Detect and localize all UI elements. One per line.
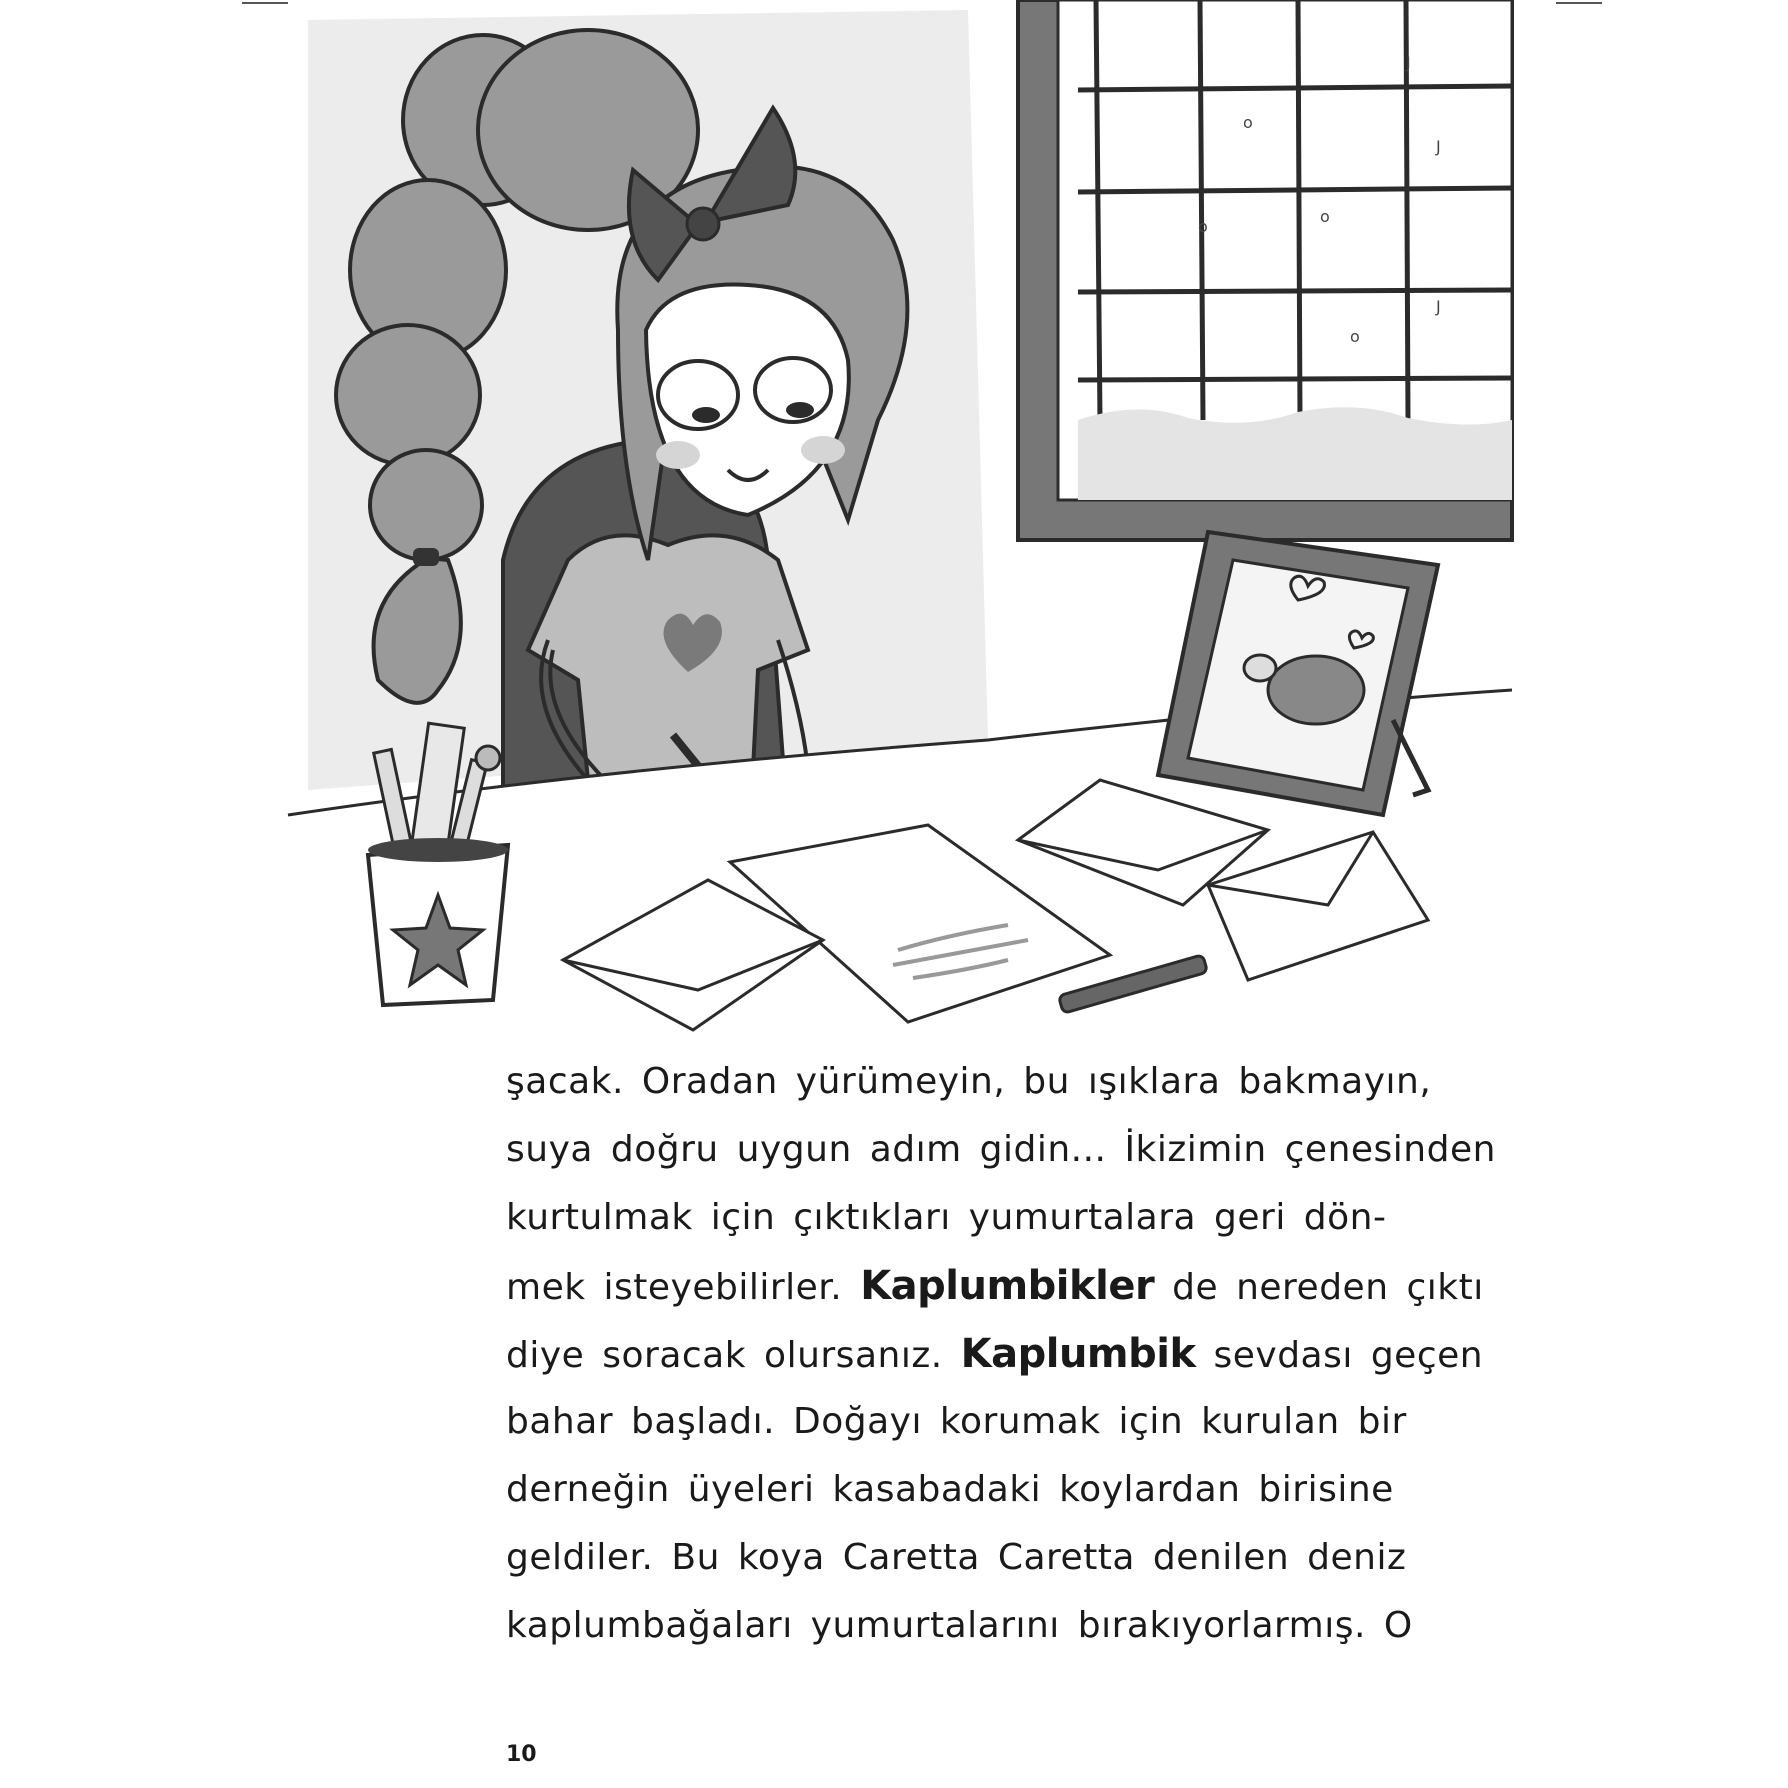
text-line: geldiler. Bu koya Caretta Caretta denilen deniz	[506, 1537, 1407, 1578]
svg-text:o: o	[1243, 113, 1253, 132]
svg-text:o: o	[1198, 217, 1208, 236]
body-text	[506, 1048, 1496, 1660]
crop-mark-right	[1556, 2, 1602, 4]
text-line: kurtulmak için çıktıkları yumurtalara geri dön-	[506, 1197, 1387, 1238]
text-line	[506, 1320, 1484, 1388]
page-number: 10	[506, 1742, 537, 1767]
emphasis-kaplumbik: Kaplumbik	[960, 1331, 1196, 1377]
pencil-cup	[368, 723, 508, 1005]
text-line: kaplumbağaları yumurtalarını bırakıyorlarmış. O	[506, 1605, 1413, 1646]
text-segment: sevdası geçen	[1195, 1335, 1484, 1376]
svg-text:J: J	[1406, 53, 1411, 72]
text-line: derneğin üyeleri kasabadaki koylardan birisine	[506, 1469, 1394, 1510]
svg-text:o: o	[1350, 327, 1360, 346]
emphasis-kaplumbikler: Kaplumbikler	[860, 1263, 1155, 1309]
text-segment: de nereden çıktı	[1154, 1267, 1484, 1308]
text-segment: diye soracak olursanız.	[506, 1335, 961, 1376]
svg-text:J: J	[1436, 297, 1441, 316]
text-line: suya doğru uygun adım gidin... İkizimin çenesinden	[506, 1129, 1496, 1170]
text-line: şacak. Oradan yürümeyin, bu ışıklara bakmayın,	[506, 1061, 1432, 1102]
svg-text:J: J	[1436, 137, 1441, 156]
crop-mark-left	[242, 2, 288, 4]
text-line: bahar başladı. Doğayı korumak için kurulan bir	[506, 1401, 1407, 1442]
text-segment: mek isteyebilirler.	[506, 1267, 861, 1308]
girl-writing-letters-illustration	[288, 0, 1512, 1032]
svg-text:o: o	[1320, 207, 1330, 226]
turtle-icon	[1268, 656, 1364, 724]
text-line	[506, 1252, 1484, 1320]
